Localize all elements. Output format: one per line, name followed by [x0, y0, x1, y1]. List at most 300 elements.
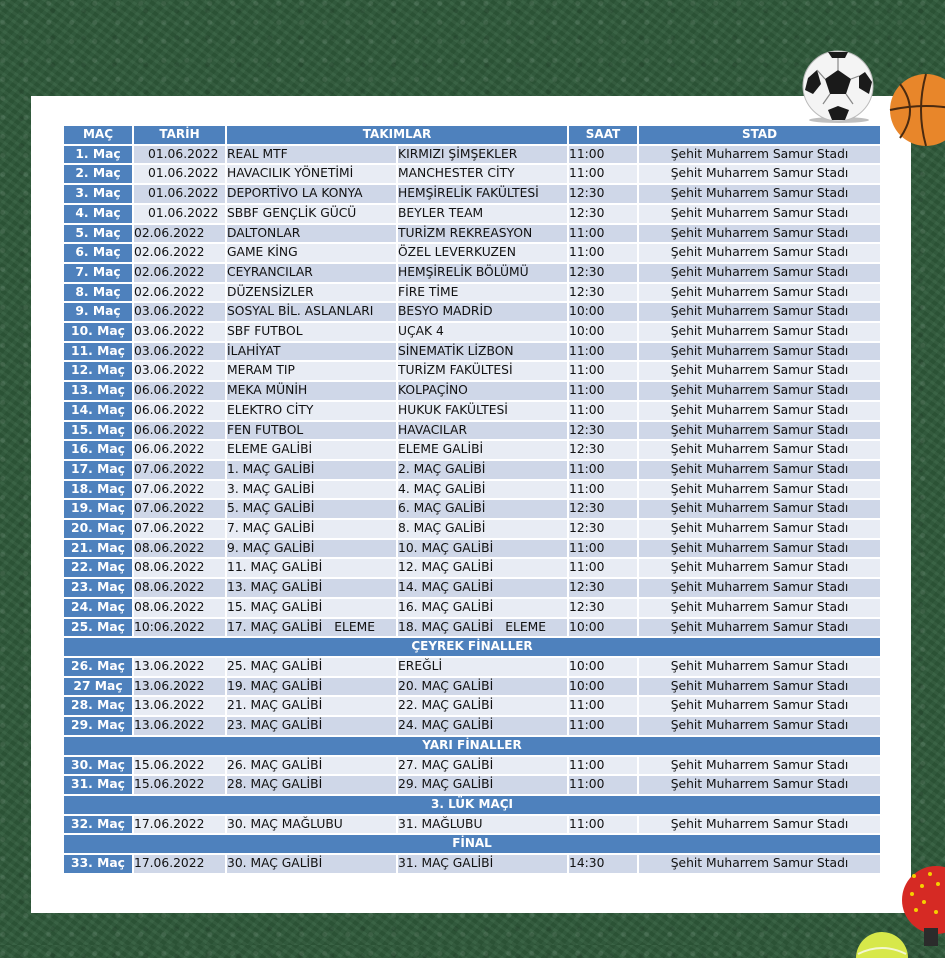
match-time: 12:30	[569, 264, 639, 284]
team-home-note: ELEME	[334, 619, 376, 634]
match-number: 13. Maç	[64, 382, 134, 402]
match-time: 11:00	[569, 225, 639, 245]
team-home-name: GAME KİNG	[227, 245, 298, 260]
table-row	[64, 757, 882, 777]
match-stadium: Şehit Muharrem Samur Stadı	[639, 757, 882, 777]
team-home	[227, 757, 398, 777]
team-away	[398, 225, 569, 245]
team-away-name: MANCHESTER CİTY	[398, 166, 515, 181]
section-quarter-finals-title: ÇEYREK FİNALLER	[64, 638, 882, 658]
match-number: 15. Maç	[64, 422, 134, 442]
match-number: 12. Maç	[64, 362, 134, 382]
match-stadium: Şehit Muharrem Samur Stadı	[639, 717, 882, 737]
table-row	[64, 461, 882, 481]
team-home-name: 19. MAÇ GALİBİ	[227, 678, 323, 693]
match-date: 01.06.2022	[134, 146, 227, 166]
match-number: 2. Maç	[64, 165, 134, 185]
match-stadium: Şehit Muharrem Samur Stadı	[639, 540, 882, 560]
match-date: 08.06.2022	[134, 559, 227, 579]
team-home	[227, 520, 398, 540]
team-home	[227, 717, 398, 737]
table-row	[64, 284, 882, 304]
team-away	[398, 185, 569, 205]
team-away	[398, 461, 569, 481]
team-away-name: 18. MAÇ GALİBİ	[398, 619, 494, 634]
match-stadium: Şehit Muharrem Samur Stadı	[639, 225, 882, 245]
team-away-name: 31. MAĞLUBU	[398, 816, 483, 831]
team-away-name: UÇAK 4	[398, 324, 444, 339]
match-date: 03.06.2022	[134, 303, 227, 323]
match-date: 01.06.2022	[134, 205, 227, 225]
team-away	[398, 776, 569, 796]
match-number: 11. Maç	[64, 343, 134, 363]
team-away	[398, 165, 569, 185]
match-stadium: Şehit Muharrem Samur Stadı	[639, 559, 882, 579]
section-third-place-title: 3. LÜK MAÇI	[64, 796, 882, 816]
header-takimlar: TAKIMLAR	[227, 126, 569, 146]
table-row	[64, 225, 882, 245]
table-row	[64, 658, 882, 678]
match-number: 14. Maç	[64, 402, 134, 422]
match-date: 08.06.2022	[134, 599, 227, 619]
team-away-name: HEMŞİRELİK BÖLÜMÜ	[398, 264, 529, 279]
match-number: 21. Maç	[64, 540, 134, 560]
match-stadium: Şehit Muharrem Samur Stadı	[639, 678, 882, 698]
header-saat: SAAT	[569, 126, 639, 146]
match-date: 01.06.2022	[134, 165, 227, 185]
section-final-title: FİNAL	[64, 835, 882, 855]
team-home	[227, 303, 398, 323]
team-home-name: REAL MTF	[227, 146, 288, 161]
match-time: 12:30	[569, 599, 639, 619]
match-stadium: Şehit Muharrem Samur Stadı	[639, 284, 882, 304]
match-date: 07.06.2022	[134, 481, 227, 501]
match-number: 8. Maç	[64, 284, 134, 304]
team-away-name: 10. MAÇ GALİBİ	[398, 540, 494, 555]
table-row	[64, 264, 882, 284]
team-home-name: 7. MAÇ GALİBİ	[227, 521, 315, 536]
match-number: 32. Maç	[64, 816, 134, 836]
team-away	[398, 323, 569, 343]
team-away	[398, 697, 569, 717]
match-stadium: Şehit Muharrem Samur Stadı	[639, 658, 882, 678]
section-third-place	[64, 796, 882, 816]
tennis-ball-icon	[852, 928, 912, 958]
match-stadium: Şehit Muharrem Samur Stadı	[639, 205, 882, 225]
match-time: 11:00	[569, 362, 639, 382]
match-date: 17.06.2022	[134, 855, 227, 875]
match-stadium: Şehit Muharrem Samur Stadı	[639, 382, 882, 402]
match-time: 10:00	[569, 303, 639, 323]
team-home	[227, 402, 398, 422]
team-away-name: TURİZM REKREASYON	[398, 225, 533, 240]
match-date: 06.06.2022	[134, 422, 227, 442]
table-row	[64, 697, 882, 717]
match-date: 02.06.2022	[134, 244, 227, 264]
table-row	[64, 599, 882, 619]
table-row	[64, 146, 882, 166]
team-away	[398, 717, 569, 737]
match-time: 12:30	[569, 185, 639, 205]
match-stadium: Şehit Muharrem Samur Stadı	[639, 422, 882, 442]
team-away-name: EREĞLİ	[398, 658, 443, 673]
team-away-note: ELEME	[505, 619, 547, 634]
match-date: 07.06.2022	[134, 500, 227, 520]
team-home-name: 5. MAÇ GALİBİ	[227, 501, 315, 516]
match-stadium: Şehit Muharrem Samur Stadı	[639, 599, 882, 619]
match-stadium: Şehit Muharrem Samur Stadı	[639, 500, 882, 520]
match-date: 03.06.2022	[134, 343, 227, 363]
team-away	[398, 559, 569, 579]
header-tarih: TARİH	[134, 126, 227, 146]
match-number: 16. Maç	[64, 441, 134, 461]
team-home	[227, 697, 398, 717]
team-home	[227, 559, 398, 579]
match-stadium: Şehit Muharrem Samur Stadı	[639, 343, 882, 363]
team-home-name: 11. MAÇ GALİBİ	[227, 560, 323, 575]
match-time: 10:00	[569, 619, 639, 639]
match-stadium: Şehit Muharrem Samur Stadı	[639, 697, 882, 717]
match-date: 08.06.2022	[134, 540, 227, 560]
table-row	[64, 244, 882, 264]
team-away	[398, 579, 569, 599]
match-date: 13.06.2022	[134, 697, 227, 717]
team-home-name: İLAHİYAT	[227, 343, 281, 358]
match-number: 4. Maç	[64, 205, 134, 225]
team-away	[398, 264, 569, 284]
team-home-name: 3. MAÇ GALİBİ	[227, 481, 315, 496]
match-number: 5. Maç	[64, 225, 134, 245]
match-time: 10:00	[569, 678, 639, 698]
team-home-name: MEKA MÜNİH	[227, 383, 308, 398]
team-away-name: 16. MAÇ GALİBİ	[398, 599, 494, 614]
match-date: 02.06.2022	[134, 225, 227, 245]
team-away-name: 27. MAÇ GALİBİ	[398, 757, 494, 772]
team-away-name: SİNEMATİK LİZBON	[398, 343, 514, 358]
match-stadium: Şehit Muharrem Samur Stadı	[639, 303, 882, 323]
header-stad: STAD	[639, 126, 882, 146]
team-home-name: 13. MAÇ GALİBİ	[227, 580, 323, 595]
match-stadium: Şehit Muharrem Samur Stadı	[639, 402, 882, 422]
match-stadium: Şehit Muharrem Samur Stadı	[639, 323, 882, 343]
match-time: 11:00	[569, 402, 639, 422]
team-away	[398, 441, 569, 461]
table-row	[64, 816, 882, 836]
team-home-name: DÜZENSİZLER	[227, 284, 314, 299]
team-away-name: ÖZEL LEVERKUZEN	[398, 245, 516, 260]
team-home	[227, 599, 398, 619]
team-home-name: SOSYAL BİL. ASLANLARI	[227, 304, 374, 319]
table-row	[64, 619, 882, 639]
team-home-name: 17. MAÇ GALİBİ	[227, 619, 323, 634]
match-stadium: Şehit Muharrem Samur Stadı	[639, 146, 882, 166]
match-date: 07.06.2022	[134, 520, 227, 540]
table-row	[64, 481, 882, 501]
team-away-name: FİRE TİME	[398, 284, 459, 299]
match-time: 11:00	[569, 165, 639, 185]
team-home	[227, 244, 398, 264]
team-home	[227, 323, 398, 343]
match-date: 06.06.2022	[134, 382, 227, 402]
team-away	[398, 402, 569, 422]
team-away	[398, 816, 569, 836]
match-time: 11:00	[569, 481, 639, 501]
team-away-name: 22. MAÇ GALİBİ	[398, 698, 494, 713]
team-home	[227, 225, 398, 245]
team-home	[227, 481, 398, 501]
team-home-name: 25. MAÇ GALİBİ	[227, 658, 323, 673]
table-row	[64, 382, 882, 402]
match-number: 6. Maç	[64, 244, 134, 264]
table-row	[64, 165, 882, 185]
match-number: 25. Maç	[64, 619, 134, 639]
team-away-name: HEMŞİRELİK FAKÜLTESİ	[398, 186, 539, 201]
team-away	[398, 382, 569, 402]
match-date: 13.06.2022	[134, 678, 227, 698]
table-row	[64, 422, 882, 442]
match-stadium: Şehit Muharrem Samur Stadı	[639, 244, 882, 264]
team-home	[227, 540, 398, 560]
table-row	[64, 303, 882, 323]
team-away	[398, 757, 569, 777]
match-date: 03.06.2022	[134, 362, 227, 382]
match-date: 01.06.2022	[134, 185, 227, 205]
match-number: 22. Maç	[64, 559, 134, 579]
match-date: 06.06.2022	[134, 441, 227, 461]
match-time: 11:00	[569, 540, 639, 560]
team-away-name: HAVACILAR	[398, 422, 467, 437]
match-number: 3. Maç	[64, 185, 134, 205]
match-time: 10:00	[569, 323, 639, 343]
match-stadium: Şehit Muharrem Samur Stadı	[639, 520, 882, 540]
team-away-name: 31. MAÇ GALİBİ	[398, 856, 494, 871]
match-stadium: Şehit Muharrem Samur Stadı	[639, 165, 882, 185]
table-row	[64, 402, 882, 422]
team-away	[398, 619, 569, 639]
team-away-name: 2. MAÇ GALİBİ	[398, 461, 486, 476]
team-home-name: 21. MAÇ GALİBİ	[227, 698, 323, 713]
table-row	[64, 500, 882, 520]
team-away	[398, 244, 569, 264]
team-home	[227, 855, 398, 875]
team-home-name: 15. MAÇ GALİBİ	[227, 599, 323, 614]
team-away	[398, 284, 569, 304]
team-home-name: ELEME GALİBİ	[227, 442, 313, 457]
team-away-name: BEYLER TEAM	[398, 205, 484, 220]
match-time: 11:00	[569, 146, 639, 166]
match-number: 24. Maç	[64, 599, 134, 619]
match-time: 12:30	[569, 205, 639, 225]
team-away	[398, 855, 569, 875]
team-home	[227, 658, 398, 678]
match-time: 11:00	[569, 816, 639, 836]
section-semi-finals	[64, 737, 882, 757]
match-date: 13.06.2022	[134, 717, 227, 737]
match-number: 18. Maç	[64, 481, 134, 501]
match-time: 12:30	[569, 520, 639, 540]
match-time: 14:30	[569, 855, 639, 875]
team-away-name: 12. MAÇ GALİBİ	[398, 560, 494, 575]
match-number: 29. Maç	[64, 717, 134, 737]
match-time: 11:00	[569, 757, 639, 777]
team-home-name: 30. MAÇ MAĞLUBU	[227, 816, 343, 831]
team-home-name: HAVACILIK YÖNETİMİ	[227, 166, 354, 181]
match-number: 1. Maç	[64, 146, 134, 166]
match-number: 26. Maç	[64, 658, 134, 678]
team-home	[227, 343, 398, 363]
team-away-name: KIRMIZI ŞİMŞEKLER	[398, 146, 518, 161]
match-date: 10:06.2022	[134, 619, 227, 639]
match-stadium: Şehit Muharrem Samur Stadı	[639, 855, 882, 875]
section-final	[64, 835, 882, 855]
table-row	[64, 362, 882, 382]
match-number: 28. Maç	[64, 697, 134, 717]
table-row	[64, 559, 882, 579]
match-number: 30. Maç	[64, 757, 134, 777]
team-home	[227, 461, 398, 481]
team-home-name: 1. MAÇ GALİBİ	[227, 461, 315, 476]
match-date: 03.06.2022	[134, 323, 227, 343]
team-away	[398, 343, 569, 363]
team-home	[227, 185, 398, 205]
match-number: 20. Maç	[64, 520, 134, 540]
table-row	[64, 441, 882, 461]
table-row	[64, 776, 882, 796]
team-home-name: 9. MAÇ GALİBİ	[227, 540, 315, 555]
team-away	[398, 599, 569, 619]
match-stadium: Şehit Muharrem Samur Stadı	[639, 264, 882, 284]
table-row	[64, 855, 882, 875]
table-row	[64, 520, 882, 540]
table-row	[64, 717, 882, 737]
team-home	[227, 146, 398, 166]
match-date: 13.06.2022	[134, 658, 227, 678]
team-away-name: TURİZM FAKÜLTESİ	[398, 363, 513, 378]
match-stadium: Şehit Muharrem Samur Stadı	[639, 776, 882, 796]
match-number: 17. Maç	[64, 461, 134, 481]
team-home-name: ELEKTRO CİTY	[227, 402, 314, 417]
team-home	[227, 165, 398, 185]
match-stadium: Şehit Muharrem Samur Stadı	[639, 441, 882, 461]
team-home	[227, 362, 398, 382]
table-row	[64, 185, 882, 205]
table-row	[64, 205, 882, 225]
table-row	[64, 540, 882, 560]
table-row	[64, 343, 882, 363]
team-home	[227, 776, 398, 796]
team-home	[227, 500, 398, 520]
match-time: 11:00	[569, 343, 639, 363]
match-time: 12:30	[569, 441, 639, 461]
match-date: 02.06.2022	[134, 284, 227, 304]
match-date: 17.06.2022	[134, 816, 227, 836]
match-number: 9. Maç	[64, 303, 134, 323]
match-stadium: Şehit Muharrem Samur Stadı	[639, 461, 882, 481]
match-time: 11:00	[569, 244, 639, 264]
section-semi-finals-title: YARI FİNALLER	[64, 737, 882, 757]
match-stadium: Şehit Muharrem Samur Stadı	[639, 579, 882, 599]
team-away-name: 8. MAÇ GALİBİ	[398, 521, 486, 536]
team-away	[398, 146, 569, 166]
match-date: 08.06.2022	[134, 579, 227, 599]
match-time: 11:00	[569, 559, 639, 579]
match-time: 11:00	[569, 697, 639, 717]
team-away	[398, 540, 569, 560]
match-number: 27 Maç	[64, 678, 134, 698]
team-home	[227, 422, 398, 442]
team-home	[227, 284, 398, 304]
team-home-name: DEPORTİVO LA KONYA	[227, 186, 363, 201]
match-stadium: Şehit Muharrem Samur Stadı	[639, 481, 882, 501]
team-home-name: SBBF GENÇLİK GÜCÜ	[227, 205, 357, 220]
team-away	[398, 678, 569, 698]
soccer-ball-icon	[795, 48, 881, 124]
team-away-name: 14. MAÇ GALİBİ	[398, 580, 494, 595]
team-away-name: 24. MAÇ GALİBİ	[398, 718, 494, 733]
match-number: 10. Maç	[64, 323, 134, 343]
team-away-name: BESYO MADRİD	[398, 304, 493, 319]
match-date: 02.06.2022	[134, 264, 227, 284]
team-home	[227, 382, 398, 402]
team-away	[398, 205, 569, 225]
team-away	[398, 520, 569, 540]
basketball-icon	[886, 72, 945, 150]
team-home	[227, 619, 398, 639]
match-time: 10:00	[569, 658, 639, 678]
team-home-name: 23. MAÇ GALİBİ	[227, 718, 323, 733]
team-home-name: 30. MAÇ GALİBİ	[227, 856, 323, 871]
match-time: 12:30	[569, 500, 639, 520]
section-quarter-finals	[64, 638, 882, 658]
team-home	[227, 816, 398, 836]
team-home-name: 28. MAÇ GALİBİ	[227, 777, 323, 792]
team-away-name: 20. MAÇ GALİBİ	[398, 678, 494, 693]
table-header-row	[64, 126, 882, 146]
match-number: 19. Maç	[64, 500, 134, 520]
match-time: 12:30	[569, 284, 639, 304]
team-away-name: HUKUK FAKÜLTESİ	[398, 402, 508, 417]
header-mac: MAÇ	[64, 126, 134, 146]
team-home-name: 26. MAÇ GALİBİ	[227, 757, 323, 772]
match-time: 11:00	[569, 461, 639, 481]
match-stadium: Şehit Muharrem Samur Stadı	[639, 619, 882, 639]
team-away	[398, 500, 569, 520]
team-away	[398, 303, 569, 323]
team-away-name: 6. MAÇ GALİBİ	[398, 501, 486, 516]
table-row	[64, 579, 882, 599]
table-row	[64, 678, 882, 698]
match-stadium: Şehit Muharrem Samur Stadı	[639, 362, 882, 382]
team-away	[398, 362, 569, 382]
team-home	[227, 205, 398, 225]
match-number: 31. Maç	[64, 776, 134, 796]
fixture-table	[64, 126, 882, 875]
team-home	[227, 678, 398, 698]
match-time: 11:00	[569, 382, 639, 402]
team-home-name: CEYRANCILAR	[227, 264, 313, 279]
team-away-name: 29. MAÇ GALİBİ	[398, 777, 494, 792]
team-away-name: ELEME GALİBİ	[398, 442, 484, 457]
match-date: 15.06.2022	[134, 776, 227, 796]
match-time: 11:00	[569, 717, 639, 737]
team-home	[227, 579, 398, 599]
match-stadium: Şehit Muharrem Samur Stadı	[639, 185, 882, 205]
team-home-name: DALTONLAR	[227, 225, 301, 240]
team-home-name: SBF FUTBOL	[227, 324, 303, 339]
match-time: 11:00	[569, 776, 639, 796]
team-away	[398, 422, 569, 442]
match-date: 06.06.2022	[134, 402, 227, 422]
